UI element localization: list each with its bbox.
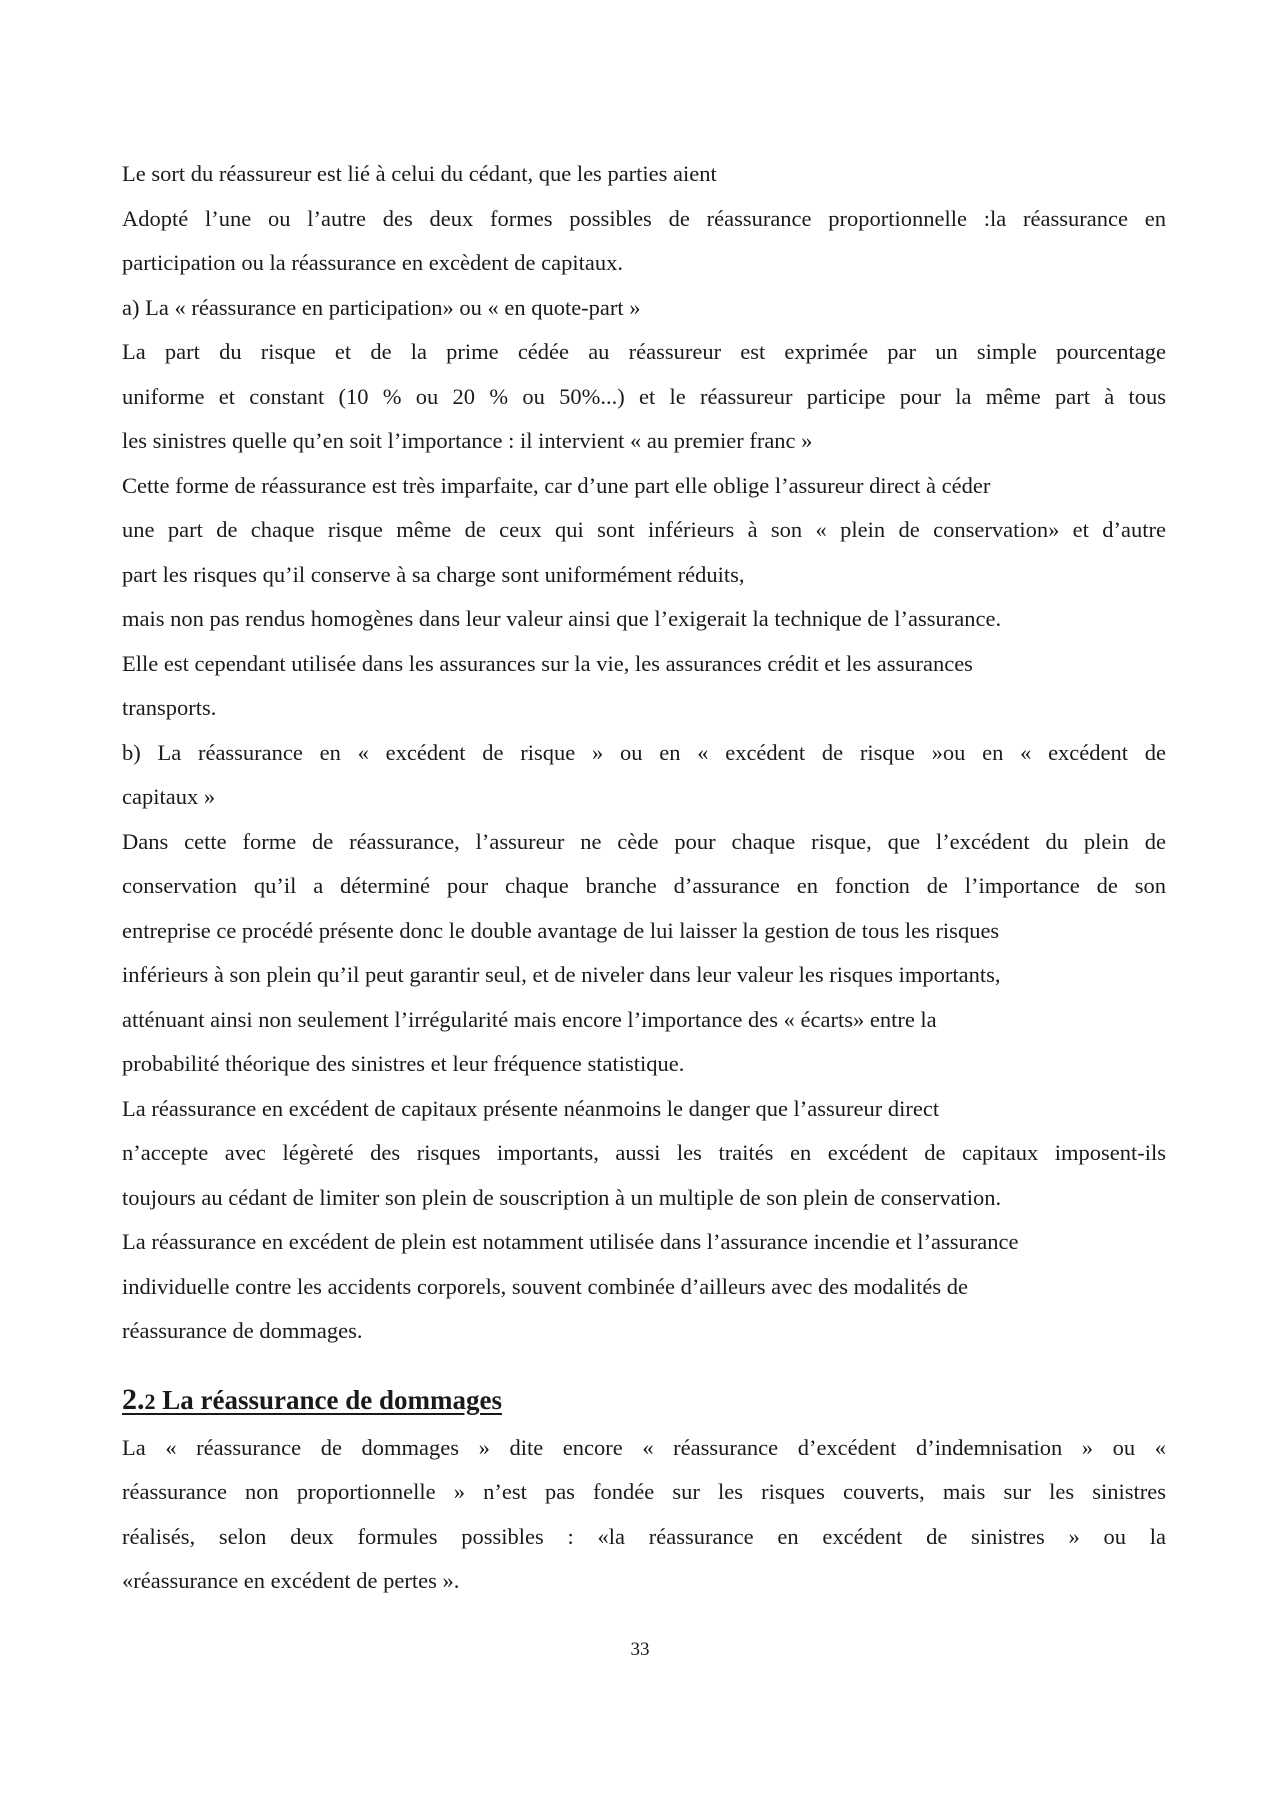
text-line: atténuant ainsi non seulement l’irrégularité mais encore l’importance des « écarts» entre la [122,1006,937,1032]
section-title: La réassurance de dommages [155,1384,502,1415]
body-text-bottom [122,1426,1166,1604]
text-line: part les risques qu’il conserve à sa charge sont uniformément réduits, [122,561,745,587]
text-line: Le sort du réassureur est lié à celui du cédant, que les parties aient [122,161,717,186]
text-line: capitaux » [122,784,216,809]
text-line: inférieurs à son plein qu’il peut garantir seul, et de niveler dans leur valeur les risques importants, [122,962,1001,987]
text-line: probabilité théorique des sinistres et leur fréquence statistique. [122,1051,685,1076]
text-line: b) La réassurance en « excédent de risque » ou en « excédent de risque »ou en « excédent de [122,739,1166,765]
text-line: participation ou la réassurance en excèdent de capitaux. [122,250,624,275]
text-line: La réassurance en excédent de capitaux présente néanmoins le danger que l’assureur direct [122,1095,940,1121]
body-text-top [122,152,1166,1354]
section-number-major: 2. [122,1382,145,1416]
text-line: a) La « réassurance en participation» ou « en quote-part » [122,294,641,320]
section-heading [122,1382,1166,1420]
text-line: une part de chaque risque même de ceux qui sont inférieurs à son « plein de conservation» et d’autre [122,517,1166,542]
text-line: uniforme et constant (10 % ou 20 % ou 50%...) et le réassureur participe pour la même part à tous [122,383,1166,409]
text-line: Dans cette forme de réassurance, l’assureur ne cède pour chaque risque, que l’excédent du plein de [122,828,1166,854]
text-line: réalisés, selon deux formules possibles : «la réassurance en excédent de sinistres » ou la [122,1523,1166,1549]
text-line: «réassurance en excédent de pertes ». [122,1568,460,1593]
text-line: les sinistres quelle qu’en soit l’importance : il intervient « au premier franc » [122,428,813,453]
text-line: réassurance de dommages. [122,1318,363,1343]
text-line: Adopté l’une ou l’autre des deux formes possibles de réassurance proportionnelle :la réassurance en [122,205,1166,231]
text-line: La réassurance en excédent de plein est notamment utilisée dans l’assurance incendie et l’assurance [122,1229,1019,1254]
text-line: mais non pas rendus homogènes dans leur valeur ainsi que l’exigerait la technique de l’assurance. [122,606,1002,631]
text-line: entreprise ce procédé présente donc le double avantage de lui laisser la gestion de tous les risques [122,917,1000,943]
text-line: La « réassurance de dommages » dite encore « réassurance d’excédent d’indemnisation » ou « [122,1434,1166,1460]
page-number: 33 [630,1639,650,1660]
text-line: La part du risque et de la prime cédée au réassureur est exprimée par un simple pourcentage [122,339,1166,364]
document-page [122,152,1166,1604]
text-line: réassurance non proportionnelle » n’est pas fondée sur les risques couverts, mais sur les sinistres [122,1479,1166,1504]
text-line: toujours au cédant de limiter son plein de souscription à un multiple de son plein de conservation. [122,1184,1002,1210]
text-line: Cette forme de réassurance est très imparfaite, car d’une part elle oblige l’assureur direct à céder [122,472,991,498]
text-line: n’accepte avec légèreté des risques importants, aussi les traités en excédent de capitaux imposent-ils [122,1140,1166,1165]
section-number-minor: 2 [144,1388,156,1414]
text-line: conservation qu’il a déterminé pour chaque branche d’assurance en fonction de l’importance de son [122,873,1166,898]
text-line: Elle est cependant utilisée dans les assurances sur la vie, les assurances crédit et les assurances [122,650,973,676]
text-line: transports. [122,695,217,720]
text-line: individuelle contre les accidents corporels, souvent combinée d’ailleurs avec des modalités de [122,1273,968,1299]
